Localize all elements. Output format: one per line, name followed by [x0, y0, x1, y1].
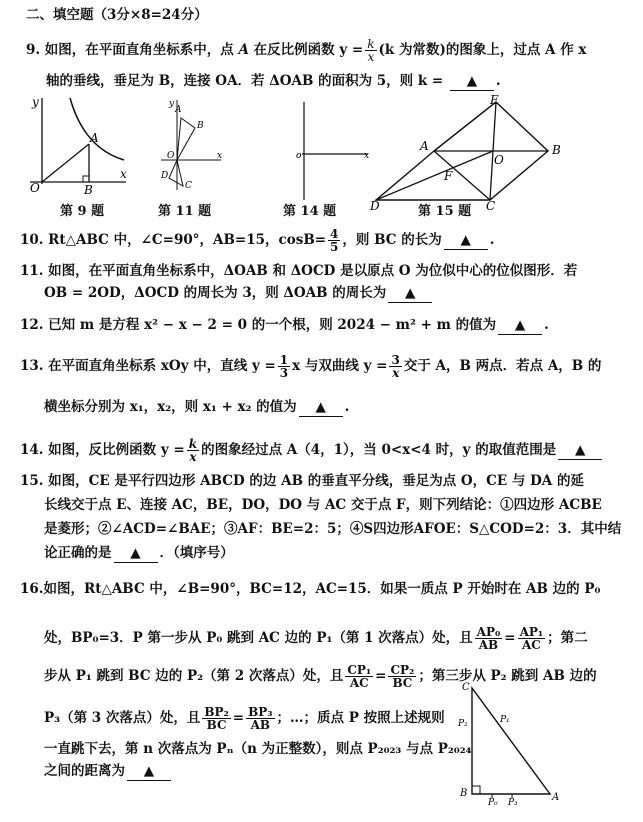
q13-line1: 13. 在平面直角坐标系 xOy 中，直线 y = $\frac{1}{3}$ x 与双曲线 y = $\frac{3}{x}$ 交于 A，B 两点．若点 A，B 的 — [20, 353, 602, 380]
q16-fraction-2: $\frac{\text{AP₁}}{AC}$ — [519, 625, 544, 652]
q9-fraction: $\frac{k}{x}$ — [367, 37, 375, 64]
figure-9-graph — [20, 92, 130, 197]
q16-line6: 之间的距离为 ▲ — [44, 762, 173, 781]
q16-fraction-1: $\frac{\text{AP₀}}{AB}$ — [476, 625, 501, 652]
q16-fraction-4: $\frac{\text{CP₂}}{BC}$ — [390, 663, 415, 690]
caption-figure-15: 第 15 题 — [418, 204, 472, 219]
q13-fraction-1: $\frac{1}{3}$ — [279, 353, 289, 380]
f16-label-B: B — [460, 788, 468, 799]
q11-line1: 11. 如图，在平面直角坐标系中，ΔOAB 和 ΔOCD 是以原点 O 为位似中心的位似图形．若 — [20, 263, 578, 279]
answer-blank-14[interactable]: ▲ — [558, 441, 602, 460]
f15-label-B: B — [552, 143, 561, 157]
f16-label-P2: P₂ — [458, 719, 468, 729]
q15-line3: 是菱形；②∠ACD=∠BAE；③AF：BE=2：5；④S四边形AFOE：S△COD=2：3．其中结 — [44, 521, 622, 537]
figure-14-graph — [296, 100, 376, 200]
figure-16-triangle — [458, 684, 568, 806]
f15-label-D: D — [370, 199, 380, 213]
q11-line2: OB = 2OD，ΔOCD 的周长为 3，则 ΔOAB 的周长为 ▲ — [44, 284, 434, 303]
q9-line2: 轴的垂线，垂足为 B，连接 OA．若 ΔOAB 的面积为 5，则 k = ▲ . — [46, 73, 501, 89]
f9-label-A: A — [90, 131, 99, 145]
q15-line4: 论正确的是 ▲ ．（填序号） — [44, 545, 234, 561]
f11-label-C: C — [185, 181, 192, 191]
f11-label-O: O — [167, 151, 175, 161]
f9-label-B: B — [84, 183, 93, 197]
f9-label-O: O — [30, 181, 40, 195]
q12-line: 12. 已知 m 是方程 x² − x − 2 = 0 的一个根，则 2024 − m² + m 的值为 ▲ . — [20, 317, 549, 333]
f15-label-F: F — [444, 169, 453, 183]
f11-label-x: x — [217, 151, 223, 161]
f14-label-o: o — [296, 151, 302, 161]
q10-fraction: $\frac{4}{5}$ — [330, 227, 339, 254]
f16-label-P1: P₁ — [500, 715, 510, 725]
answer-blank-12[interactable]: ▲ — [498, 316, 542, 335]
f15-label-C: C — [486, 199, 496, 213]
answer-blank-13[interactable]: ▲ — [299, 398, 343, 417]
f11-label-D: D — [161, 171, 169, 181]
q16-line5: 一直跳下去，第 n 次落点为 Pₙ（n 为正整数），则点 P₂₀₂₃ 与点 P₂₀₂₄ — [44, 741, 472, 757]
caption-figure-9: 第 9 题 — [60, 204, 105, 219]
q14-fraction: $\frac{k}{x}$ — [188, 437, 198, 464]
f16-label-A: A — [552, 792, 560, 803]
q10-line: 10. Rt△ABC 中，∠C=90°，AB=15，cosB= $\frac{4}{5}$ ，则 BC 的长为 ▲ . — [20, 227, 495, 254]
f16-label-P0: P₀ — [488, 798, 498, 808]
answer-blank-16[interactable]: ▲ — [127, 762, 171, 781]
f9-label-y: y — [32, 95, 39, 109]
f15-label-A: A — [420, 139, 429, 153]
q16-fraction-6: $\frac{\text{BP₃}}{AB}$ — [248, 705, 273, 732]
q16-line3: 步从 P₁ 跳到 BC 边的 P₂（第 2 次落点）处，且 $\frac{\text{CP₁}}{AC}$ = $\frac{\text{CP₂}}{BC}$ ；第三步从 P₂ 跳到 AB 边的 — [44, 663, 597, 690]
q16-line2: 处，BP₀=3．P 第一步从 P₀ 跳到 AC 边的 P₁（第 1 次落点）处，且 $\frac{\text{AP₀}}{AB}$ = $\frac{\text{AP₁}}{AC}$ ；第二 — [44, 625, 588, 652]
answer-blank-15[interactable]: ▲ — [114, 544, 158, 563]
answer-blank-9[interactable]: ▲ — [450, 72, 494, 91]
f9-label-x: x — [120, 167, 127, 181]
q9-line1: 9. 如图，在平面直角坐标系中，点 A 在反比例函数 y = $\frac{k}{x}$ (k 为常数)的图象上，过点 A 作 x — [26, 37, 587, 64]
section-title: 二、填空题（3分×8=24分） — [26, 7, 208, 23]
f16-label-P3: P₃ — [508, 798, 518, 808]
f14-label-x: x — [364, 151, 370, 161]
q15-line2: 长线交于点 E、连接 AC，BE，DO，DO 与 AC 交于点 F，则下列结论：①四边形 ACBE — [44, 497, 602, 513]
f15-label-E: E — [490, 93, 499, 107]
q14-line: 14. 如图，反比例函数 y = $\frac{k}{x}$ 的图象经过点 A（4，1），当 0<x<4 时，y 的取值范围是 ▲ — [20, 438, 604, 463]
figure-11-graph — [155, 98, 225, 190]
q13-line2: 横坐标分别为 x₁，x₂，则 x₁ + x₂ 的值为 ▲ . — [44, 399, 350, 415]
q16-line1: 16.如图，Rt△ABC 中，∠B=90°，BC=12，AC=15．如果一质点 P 开始时在 AB 边的 P₀ — [20, 581, 601, 597]
f15-label-O: O — [494, 153, 504, 167]
answer-blank-11[interactable]: ▲ — [388, 284, 432, 303]
q16-fraction-5: $\frac{\text{BP₂}}{BC}$ — [204, 705, 229, 732]
q15-line1: 15. 如图，CE 是平行四边形 ABCD 的边 AB 的垂直平分线，垂足为点 O，CE 与 DA 的延 — [20, 473, 584, 489]
caption-figure-14: 第 14 题 — [283, 204, 337, 219]
caption-figure-11: 第 11 题 — [158, 204, 212, 219]
f11-label-y: y — [169, 99, 175, 109]
q13-fraction-2: $\frac{3}{x}$ — [391, 353, 400, 380]
f16-label-C: C — [462, 682, 470, 693]
q16-line4: P₃（第 3 次落点）处，且 $\frac{\text{BP₂}}{BC}$ = $\frac{\text{BP₃}}{AB}$ ；…；质点 P 按照上述规则 — [44, 705, 445, 732]
f11-label-B: B — [197, 121, 204, 131]
f11-label-A: A — [175, 105, 182, 115]
q16-fraction-3: $\frac{\text{CP₁}}{AC}$ — [347, 663, 372, 690]
answer-blank-10[interactable]: ▲ — [444, 231, 488, 250]
